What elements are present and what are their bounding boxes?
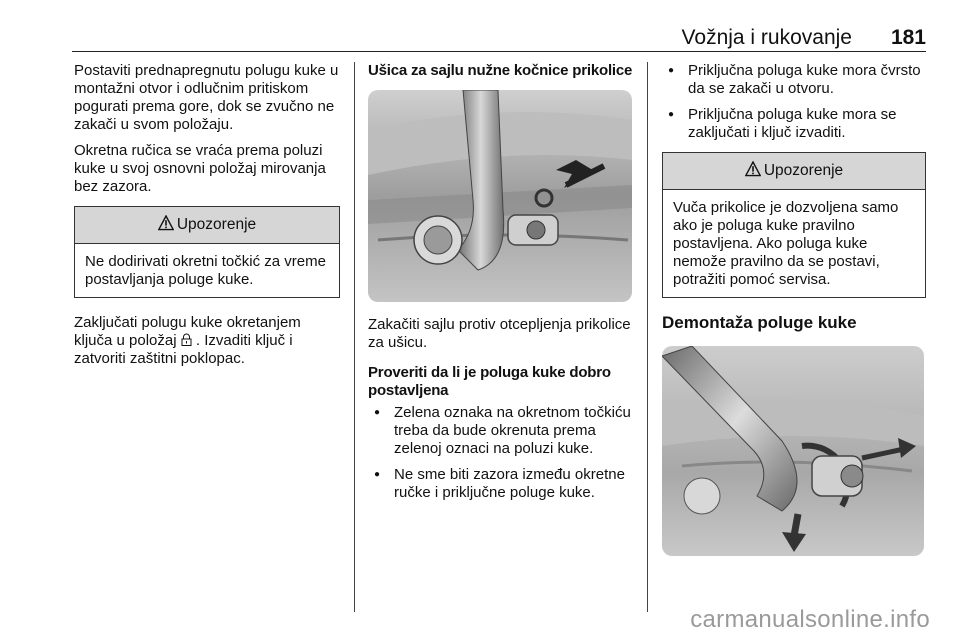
paragraph: Postaviti prednapregnutu polugu kuke u montažni otvor i odlučnim pritiskom pogurati prema gore, dok se zvučno ne zakači u svom položaju. (74, 62, 339, 133)
column-middle (368, 62, 634, 510)
list-item: ● Priključna poluga kuke mora čvrsto da se zakači u otvoru. (662, 62, 926, 98)
warning-header (75, 207, 339, 244)
check-list (368, 404, 634, 502)
list-item: ● Zelena oznaka na okretnom točkiću treba da bude okrenuta prema zelenoj oznaci na poluzi kuke. (368, 404, 634, 458)
subheading: Ušica za sajlu nužne kočnice prikolice (368, 62, 633, 79)
header-rule (72, 51, 926, 52)
warning-icon (158, 215, 174, 235)
padlock-icon (181, 333, 192, 346)
text-run: Zaključati polugu kuke okretanjem ključa u položaj (74, 314, 301, 349)
chapter-title: Vožnja i rukovanje (681, 26, 852, 49)
page-number: 181 (890, 26, 926, 49)
warning-title: Upozorenje (176, 216, 257, 233)
text-run: . Izvaditi ključ i zatvoriti zaštitni poklopac. (74, 332, 293, 367)
warning-title: Upozorenje (763, 162, 844, 179)
column-divider (354, 62, 355, 612)
paragraph (74, 314, 340, 368)
column-divider (647, 62, 648, 612)
warning-icon (745, 161, 761, 181)
warning-header (663, 153, 925, 190)
warning-triangle-icon (158, 215, 174, 231)
warning-text: Ne dodirivati okretni točkić za vreme postavljanja poluge kuke. (85, 253, 326, 288)
warning-box (74, 206, 340, 298)
warning-box (662, 152, 926, 298)
subheading: Proveriti da li je poluga kuke dobro postavljena (368, 364, 611, 399)
list-item: ● Priključna poluga kuke mora se zaključati i ključ izvaditi. (662, 106, 926, 142)
paragraph: Okretna ručica se vraća prema poluzi kuke u svoj osnovni položaj mirovanja bez zazora. (74, 142, 326, 195)
lock-icon (181, 332, 196, 349)
section-heading: Demontaža poluge kuke (662, 313, 857, 332)
tow-hook-eyelet-illustration (368, 90, 632, 302)
warning-text: Vuča prikolice je dozvoljena samo ako je poluga kuke pravilno postavljena. Ako poluga kuke nemože pravilno da se postavi, potražiti pomoć servisa. (673, 199, 899, 288)
column-right (662, 62, 926, 556)
check-list (662, 62, 926, 142)
column-left (74, 62, 340, 376)
watermark: carmanualsonline.info (690, 606, 930, 633)
warning-triangle-icon (745, 161, 761, 177)
list-item: ● Ne sme biti zazora između okretne ručke i priključne poluge kuke. (368, 466, 634, 502)
paragraph: Zakačiti sajlu protiv otcepljenja prikolice za ušicu. (368, 316, 631, 351)
tow-hook-removal-illustration (662, 346, 924, 556)
page-header (72, 22, 926, 52)
